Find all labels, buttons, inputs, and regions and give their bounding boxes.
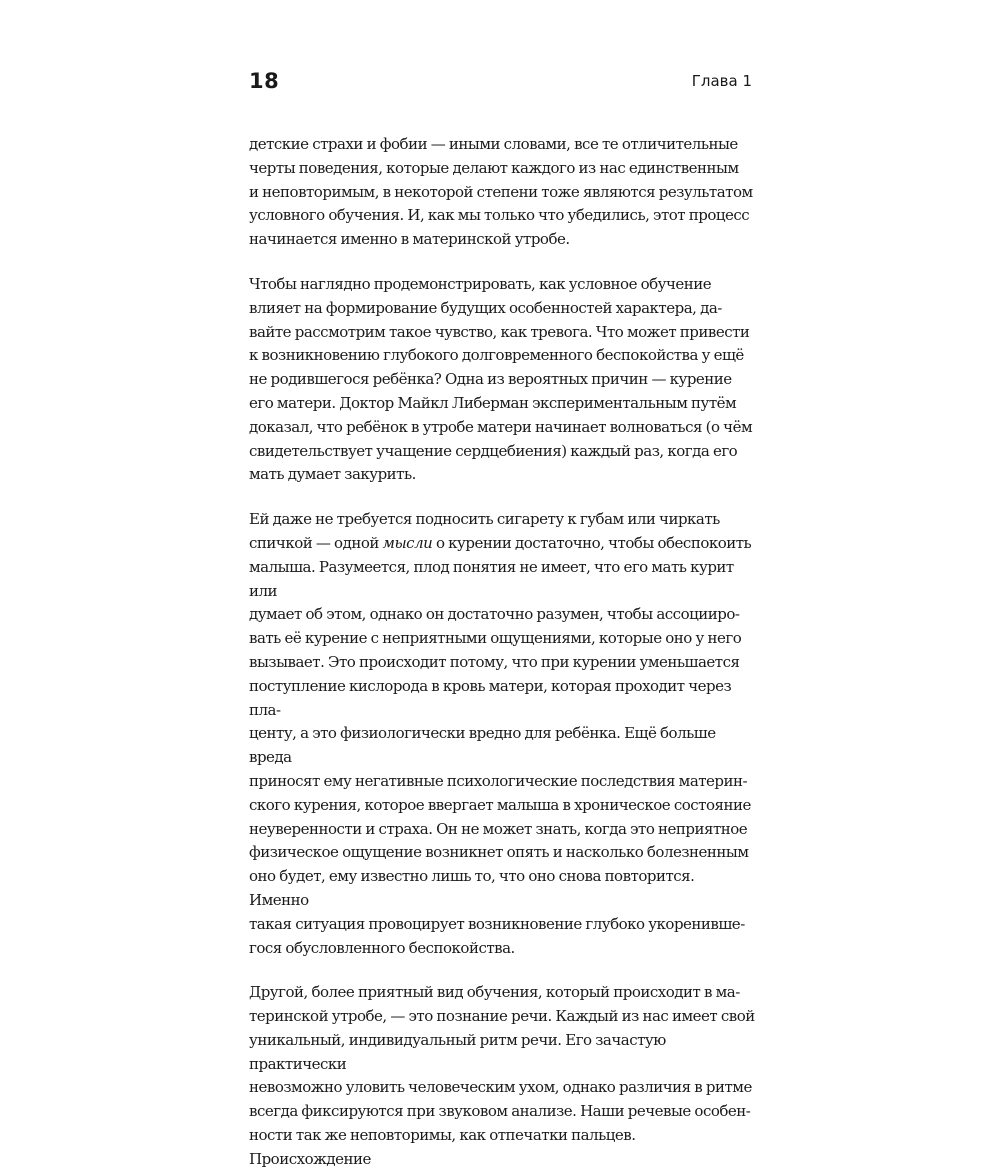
paragraph: Чтобы наглядно продемонстрировать, как условное обучение влияет на формирование будущих особенностей характера, да- вайте рассмотрим такое чувство, как тревога. Что может привести к возникновению глубокого долговременного беспокойства у ещё не родившегося ребёнка? Одна из вероятных причин — курение его матери. Доктор Майкл Либерман экспериментальным путём доказал, что ребёнок в утробе матери начинает волноваться (о чём свидетельствует учащение сердцебиения) каждый раз, когда его мать думает закурить. [249,274,753,484]
paragraph-text: о курении достаточно, чтобы обеспокоить малыша. Разумеется, плод понятия не имеет, что его мать курит или думает об этом, однако он достаточно разумен, чтобы ассоцииро- вать её курение с неприятными ощущениями, которые оно у него вызывает. Это происходит потому, что при курении уменьшается поступление кислорода в кровь матери, которая проходит через пла- центу, а это физиологически вредно для ребёнка. Ещё больше вреда приносят ему негативные психологические последствия материн- ского курения, которое ввергает малыша в хроническое состояние неуверенности и страха. Он не может знать, когда это неприятное физическое ощущение возникнет опять и насколько болезненным оно будет, ему известно лишь то, что оно снова повторится. Именно такая ситуация провоцирует возникновение глубоко укоренивше- гося обусловленного беспокойства. [249,533,752,957]
body-text [249,133,755,1172]
page-number: 18 [249,69,280,93]
italic-word: мысли [382,533,433,552]
running-head: Глава 1 [691,72,752,90]
paragraph-text: Ей даже не требуется подносить сигарету к губам или чиркать спичкой — одной [249,510,720,552]
paragraph: детские страхи и фобии — иными словами, все те отличительные черты поведения, которые делают каждого из нас единственным и неповторимым, в некоторой степени тоже являются результатом условного обучения. И, как мы только что убедились, этот процесс начинается именно в материнской утробе. [249,135,753,249]
paragraph [249,508,755,960]
paragraph: Другой, более приятный вид обучения, который происходит в ма- теринской утробе, — это познание речи. Каждый из нас имеет свой уникальный, индивидуальный ритм речи. Его зачастую практически невозможно уловить человеческим ухом, однако различия в ритме всегда фиксируются при звуковом анализе. Наши речевые особен- ности так же неповторимы, как отпечатки пальцев. Происхождение [249,983,755,1168]
